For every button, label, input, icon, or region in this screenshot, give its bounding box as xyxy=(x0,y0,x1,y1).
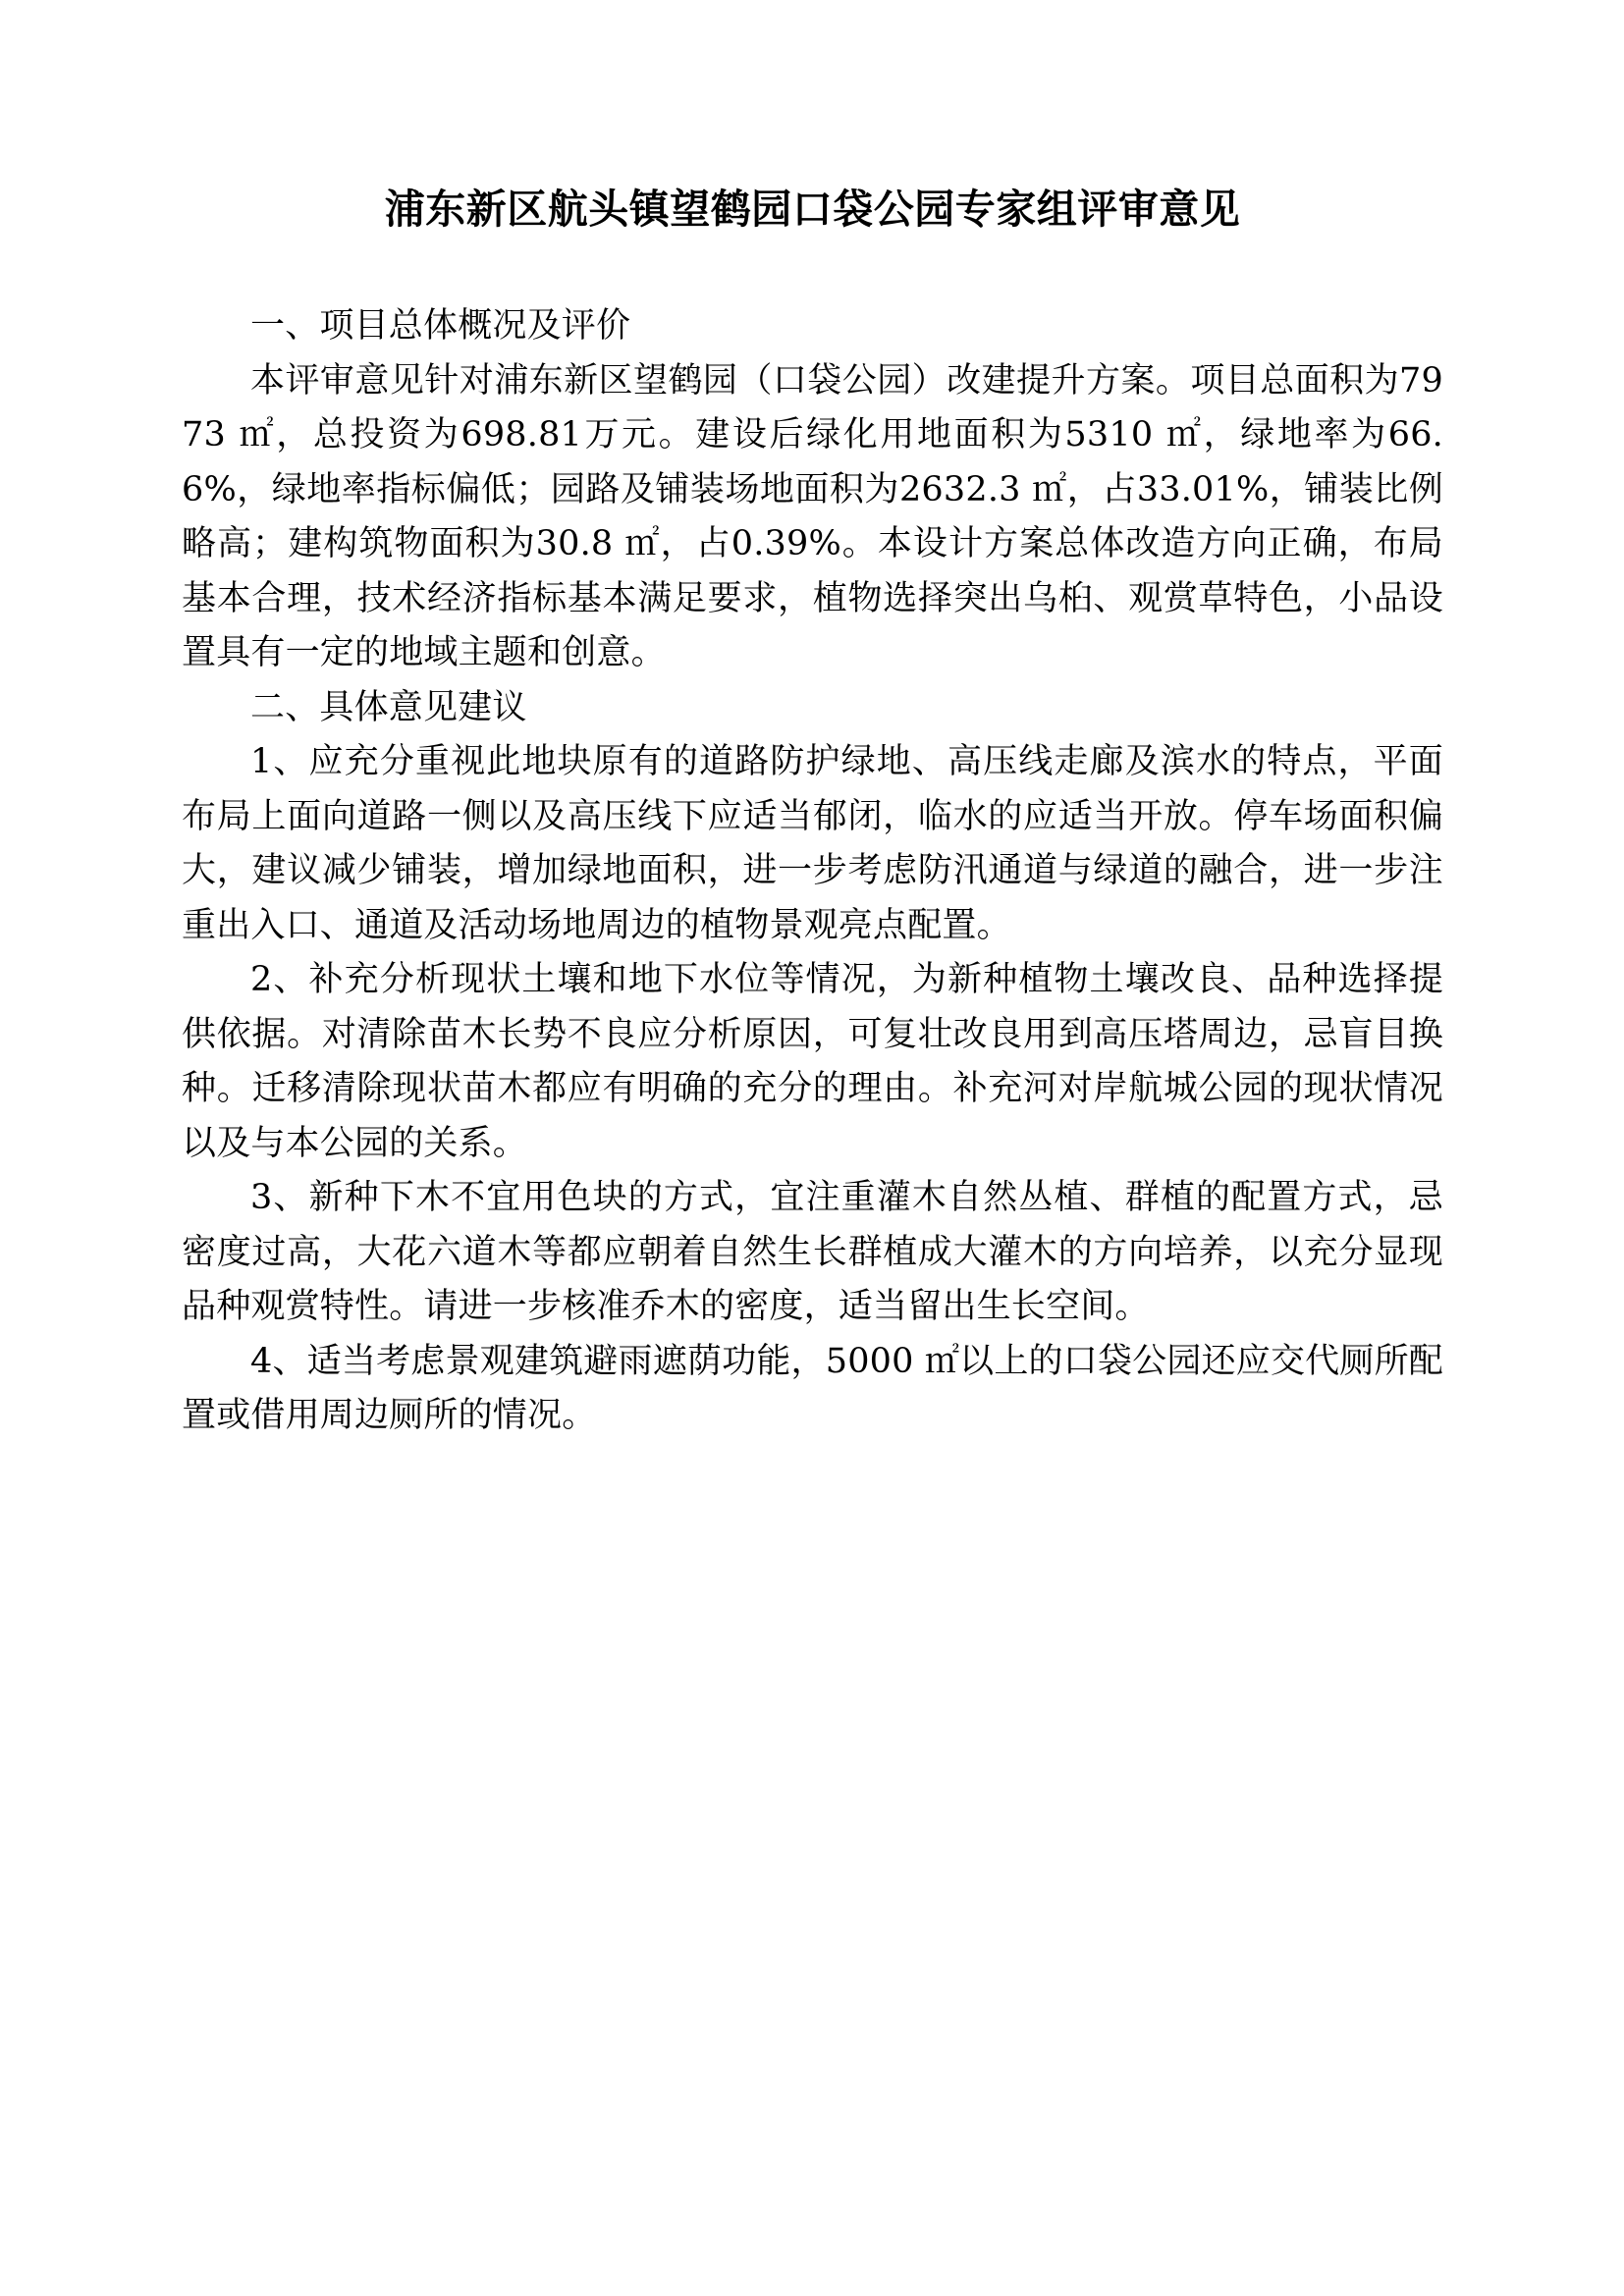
section-1-paragraph-1: 本评审意见针对浦东新区望鹤园（口袋公园）改建提升方案。项目总面积为7973 ㎡，总投资为698.81万元。建设后绿化用地面积为5310 ㎡，绿地率为66.6%，绿地率指标偏低；园路及铺装场地面积为2632.3 ㎡，占33.01%，铺装比例略高；建构筑物面积为30.8 ㎡，占0.39%。本设计方案总体改造方向正确，布局基本合理，技术经济指标基本满足要求，植物选择突出乌桕、观赏草特色，小品设置具有一定的地域主题和创意。 xyxy=(182,360,1443,673)
section-2-item-2: 2、补充分析现状土壤和地下水位等情况，为新种植物土壤改良、品种选择提供依据。对清除苗木长势不良应分析原因，可复壮改良用到高压塔周边，忌盲目换种。迁移清除现状苗木都应有明确的充分的理由。补充河对岸航城公园的现状情况以及与本公园的关系。 xyxy=(182,960,1443,1163)
section-2-item-1: 1、应充分重视此地块原有的道路防护绿地、高压线走廊及滨水的特点，平面布局上面向道路一侧以及高压线下应适当郁闭，临水的应适当开放。停车场面积偏大，建议减少铺装，增加绿地面积，进一步考虑防汛通道与绿道的融合，进一步注重出入口、通道及活动场地周边的植物景观亮点配置。 xyxy=(182,742,1443,945)
section-heading-2: 二、具体意见建议 xyxy=(250,687,527,727)
section-heading-1: 一、项目总体概况及评价 xyxy=(250,306,631,347)
page-content-area xyxy=(182,0,1443,1444)
section-2-item-3: 3、新种下木不宜用色块的方式，宜注重灌木自然丛植、群植的配置方式，忌密度过高，大花六道木等都应朝着自然生长群植成大灌木的方向培养，以充分显现品种观赏特性。请进一步核准乔木的密度，适当留出生长空间。 xyxy=(182,1178,1443,1327)
document-body xyxy=(182,299,1443,1444)
section-2-item-4: 4、适当考虑景观建筑避雨遮荫功能，5000 ㎡以上的口袋公园还应交代厕所配置或借用周边厕所的情况。 xyxy=(182,1341,1443,1436)
page-title: 浦东新区航头镇望鹤园口袋公园专家组评审意见 xyxy=(384,186,1241,233)
